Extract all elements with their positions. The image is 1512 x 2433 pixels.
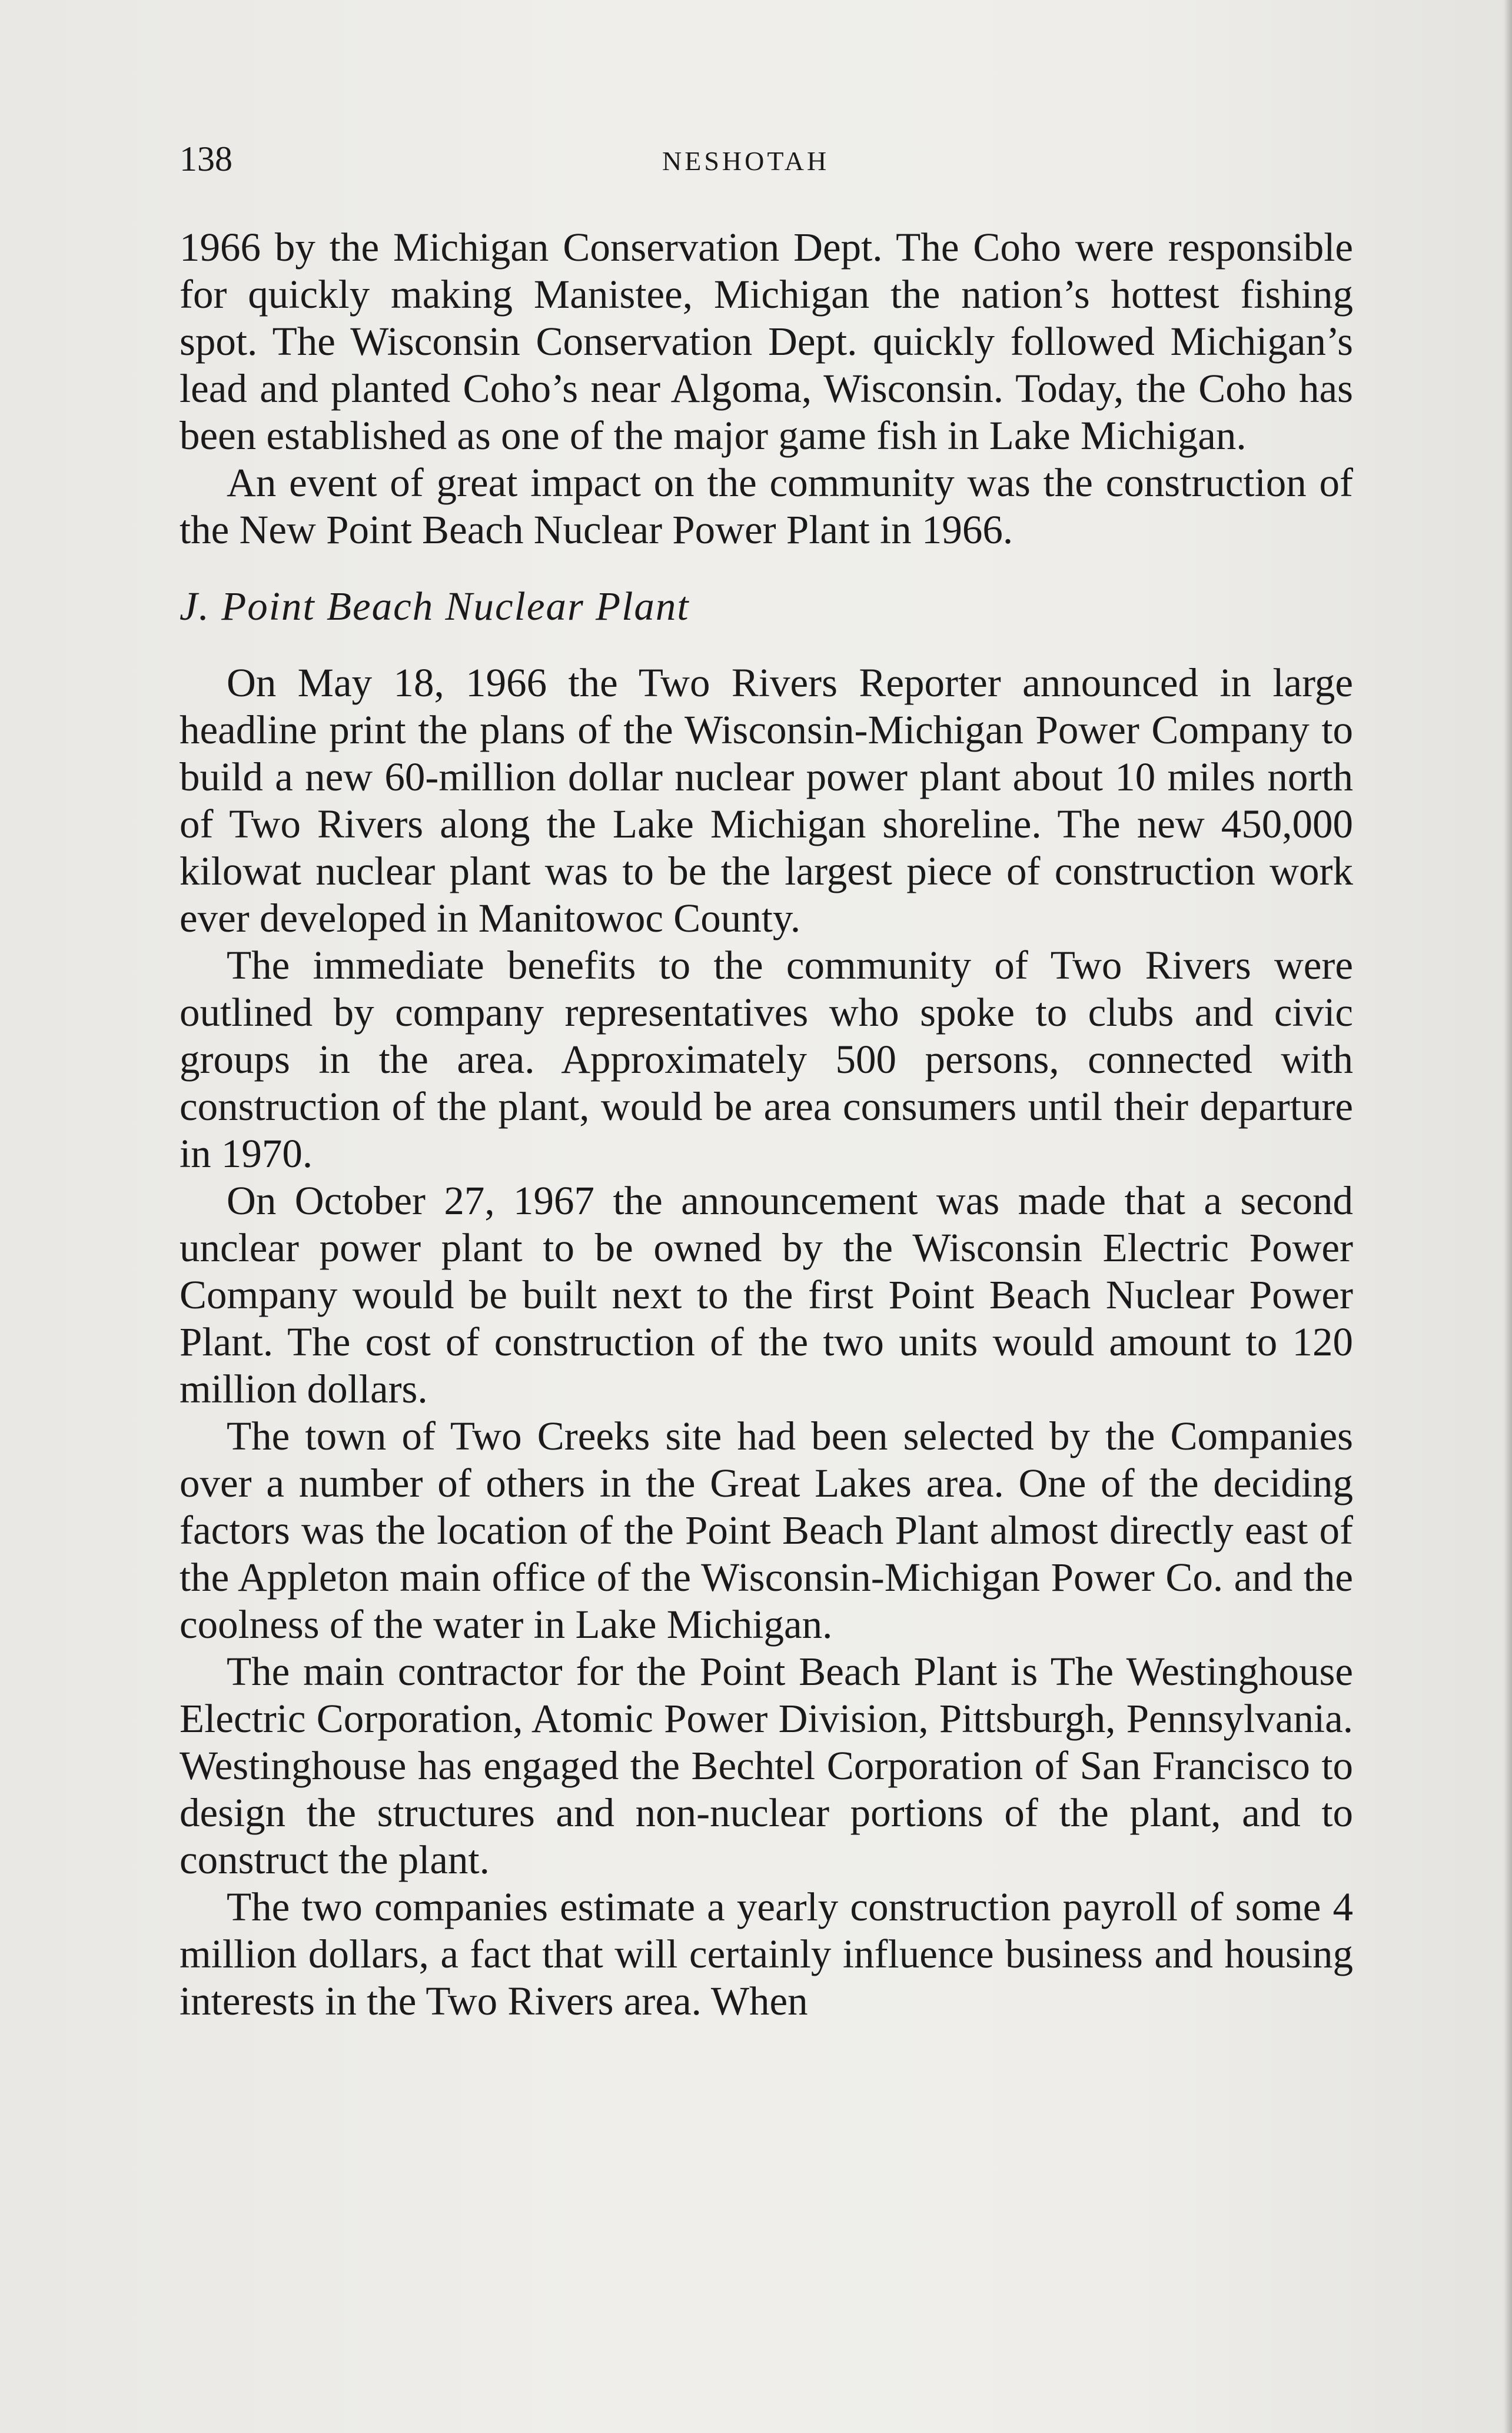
section-heading: J. Point Beach Nuclear Plant: [180, 584, 690, 629]
paragraph: The main contractor for the Point Beach Plant is The Westinghouse Electric Corporation, Atomic Power Division, Pittsburgh, Pennsylvania. Westinghouse has engaged the Bechtel Corporation of San Francisco to design the structures and non-nuclear portions of the plant, and to construct the plant.: [180, 1649, 1353, 1882]
page-edge-shadow: [1504, 0, 1512, 2433]
paragraph: 1966 by the Michigan Conservation Dept. The Coho were responsible for quickly making Manistee, Michigan the nation’s hottest fishing spot. The Wisconsin Conservation Dept. quickly followed Michigan’s lead and planted Coho’s near Algoma, Wisconsin. Today, the Coho has been established as one of the major game fish in Lake Michigan.: [180, 225, 1353, 458]
journal-title: NESHOTAH: [662, 146, 830, 176]
body-text: [180, 224, 1353, 2025]
page-number: 138: [180, 139, 232, 178]
paragraph: On October 27, 1967 the announcement was made that a second unclear power plant to be owned by the Wisconsin Electric Power Company would be built next to the first Point Beach Nuclear Power Plant. The cost of construction of the two units would amount to 120 million dollars.: [180, 1178, 1353, 1411]
paragraph: The town of Two Creeks site had been selected by the Companies over a number of others in the Great Lakes area. One of the deciding factors was the location of the Point Beach Plant almost directly east of the Appleton main office of the Wisconsin-Michigan Power Co. and the coolness of the water in Lake Michigan.: [180, 1414, 1353, 1647]
paragraph: The two companies estimate a yearly construction payroll of some 4 million dollars, a fact that will certainly influence business and housing interests in the Two Rivers area. When: [180, 1884, 1353, 2023]
running-head: [180, 135, 1357, 182]
paragraph: The immediate benefits to the community of Two Rivers were outlined by company representatives who spoke to clubs and civic groups in the area. Approximately 500 persons, connected with construction of the plant, would be area consumers until their departure in 1970.: [180, 943, 1353, 1176]
paragraph: An event of great impact on the community was the construction of the New Point Beach Nuclear Power Plant in 1966.: [180, 460, 1353, 552]
paragraph: On May 18, 1966 the Two Rivers Reporter announced in large headline print the plans of the Wisconsin-Michigan Power Company to build a new 60-million dollar nuclear power plant about 10 miles north of Two Rivers along the Lake Michigan shoreline. The new 450,000 kilowat nuclear plant was to be the largest piece of construction work ever developed in Manitowoc County.: [180, 660, 1353, 940]
